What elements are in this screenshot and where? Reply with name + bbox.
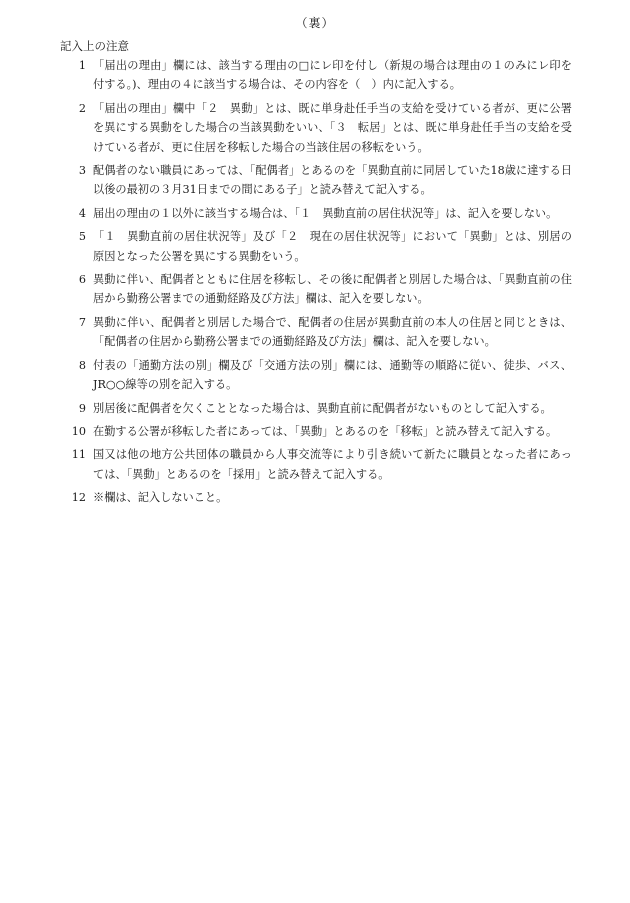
note-text: 付表の「通勤方法の別」欄及び「交通方法の別」欄には、通勤等の順路に従い、徒歩、バス、JR○○線等の別を記入する。 [93, 358, 572, 392]
page-header: （裏） [295, 16, 335, 30]
note-item [60, 270, 572, 309]
note-number: 2 [78, 101, 86, 115]
note-text: 別居後に配偶者を欠くこととなった場合は、異動直前に配偶者がないものとして記入する。 [93, 401, 552, 415]
section-title: 記入上の注意 [60, 39, 129, 53]
note-item [60, 445, 572, 484]
note-item [60, 99, 572, 157]
note-item [60, 488, 572, 507]
note-text: 「届出の理由」欄には、該当する理由の□にレ印を付し（新規の場合は理由の１のみにレ印を付する。)、理由の４に該当する場合は、その内容を（ ）内に記入する。 [93, 59, 572, 92]
note-text: 異動に伴い、配偶者と別居した場合で、配偶者の住居が異動直前の本人の住居と同じときは、「配偶者の住居から勤務公署までの通勤経路及び方法」欄は、記入を要しない。 [93, 315, 572, 349]
note-number: 8 [78, 358, 86, 372]
note-item [60, 227, 572, 266]
note-item [60, 56, 572, 95]
note-text: 「届出の理由」欄中「２ 異動」とは、既に単身赴任手当の支給を受けている者が、更に公署を異にする異動をした場合の当該異動をいい、「３ 転居」とは、既に単身赴任手当の支給を受けている者が、更に住居を移転した場合の当該住居の移転をいう。 [93, 101, 572, 154]
note-number: 7 [78, 315, 86, 329]
note-number: 12 [71, 491, 86, 505]
note-text: 異動に伴い、配偶者とともに住居を移転し、その後に配偶者と別居した場合は、「異動直前の住居から勤務公署までの通勤経路及び方法」欄は、記入を要しない。 [93, 273, 572, 306]
note-text: 「１ 異動直前の居住状況等」及び「２ 現在の居住状況等」において「異動」とは、別居の原因となった公署を異にする異動をいう。 [93, 230, 572, 263]
notes-list [60, 56, 572, 512]
note-number: 5 [78, 230, 86, 244]
note-number: 10 [71, 424, 86, 438]
note-item [60, 356, 572, 395]
note-text: 配偶者のない職員にあっては、「配偶者」とあるのを「異動直前に同居していた18歳に達する日以後の最初の３月31日までの間にある子」と読み替えて記入する。 [93, 164, 572, 197]
note-text: 国又は他の地方公共団体の職員から人事交流等により引き続いて新たに職員となった者にあっては、「異動」とあるのを「採用」と読み替えて記入する。 [93, 448, 572, 481]
note-number: 3 [78, 164, 86, 178]
note-item [60, 204, 572, 223]
note-number: 4 [78, 206, 86, 220]
note-number: 9 [78, 401, 86, 415]
note-text: 届出の理由の１以外に該当する場合は、「１ 異動直前の居住状況等」は、記入を要しない。 [93, 206, 558, 220]
note-number: 11 [71, 448, 86, 462]
note-text: 在勤する公署が移転した者にあっては、「異動」とあるのを「移転」と読み替えて記入する。 [93, 424, 558, 438]
note-item [60, 422, 572, 441]
note-number: 6 [78, 273, 86, 287]
note-item [60, 313, 572, 352]
note-number: 1 [78, 59, 86, 72]
note-text: ※欄は、記入しないこと。 [93, 491, 228, 505]
note-item [60, 161, 572, 200]
note-item [60, 399, 572, 418]
